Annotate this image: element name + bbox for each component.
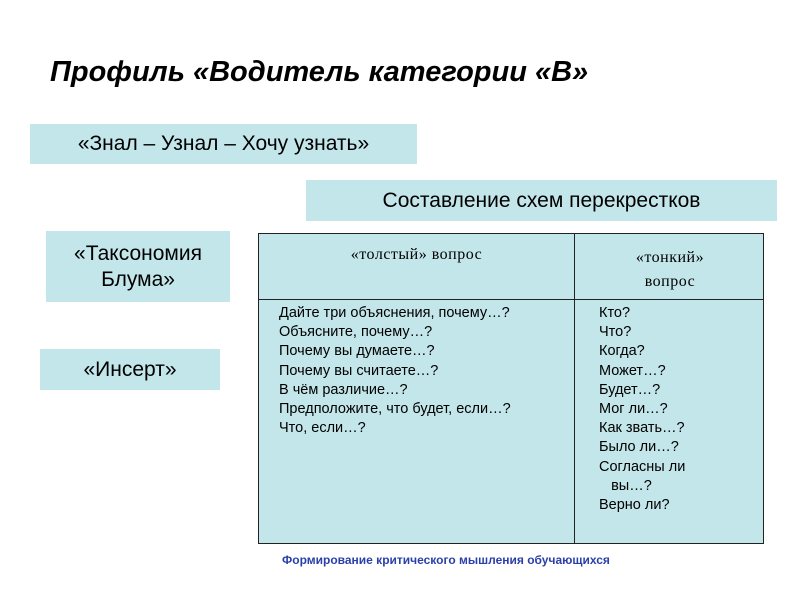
thick-question-item: Что, если…? (279, 420, 366, 437)
thick-question-item: Дайте три объяснения, почему…? (279, 305, 510, 321)
thick-question-item: Почему вы считаете…? (279, 362, 439, 379)
footer-caption: Формирование критического мышления обучающихся (282, 553, 610, 567)
thick-question-item: Объясните, почему…? (279, 324, 433, 341)
thick-question-header (259, 234, 574, 299)
thin-question-item: Может…? (599, 362, 666, 379)
thick-question-item: Предположите, что будет, если…? (279, 401, 511, 418)
thin-question-header-line1: «тонкий» (635, 249, 705, 266)
thin-question-item: Будет…? (599, 381, 661, 398)
thin-question-item: Когда? (599, 343, 645, 360)
znal-uznal-label: «Знал – Узнал – Хочу узнать» (77, 132, 370, 155)
thin-question-item: Было ли…? (599, 439, 679, 456)
intersection-schemes-label: Составление схем перекрестков (382, 188, 701, 212)
thin-question-item: вы…? (599, 477, 652, 494)
thin-question-item: Кто? (599, 305, 631, 321)
intersection-schemes-box (306, 180, 777, 221)
bloom-taxonomy-box (46, 231, 230, 302)
thin-question-header-line2: вопрос (644, 273, 696, 290)
znal-uznal-box (30, 124, 417, 164)
thin-question-item: Верно ли? (599, 497, 670, 514)
table-header-divider (259, 299, 763, 300)
thick-question-item: Почему вы думаете…? (279, 343, 435, 360)
thick-question-list (279, 304, 571, 438)
questions-table (258, 233, 764, 544)
thick-question-header-label: «толстый» вопрос (350, 246, 483, 263)
thick-question-item: В чём различие…? (279, 381, 408, 398)
thin-question-item: Согласны ли (599, 458, 686, 475)
bloom-taxonomy-label-line2: Блума» (101, 267, 175, 291)
thin-question-item: Как звать…? (599, 420, 685, 437)
slide-title: Профиль «Водитель категории «В» (50, 56, 589, 88)
thin-question-item: Что? (599, 324, 632, 341)
insert-box (40, 349, 220, 390)
insert-label: «Инсерт» (83, 357, 177, 381)
thin-question-list (599, 304, 759, 515)
bloom-taxonomy-label-line1: «Таксономия (74, 241, 202, 265)
thin-question-header (575, 234, 765, 299)
thin-question-item: Мог ли…? (599, 401, 668, 418)
